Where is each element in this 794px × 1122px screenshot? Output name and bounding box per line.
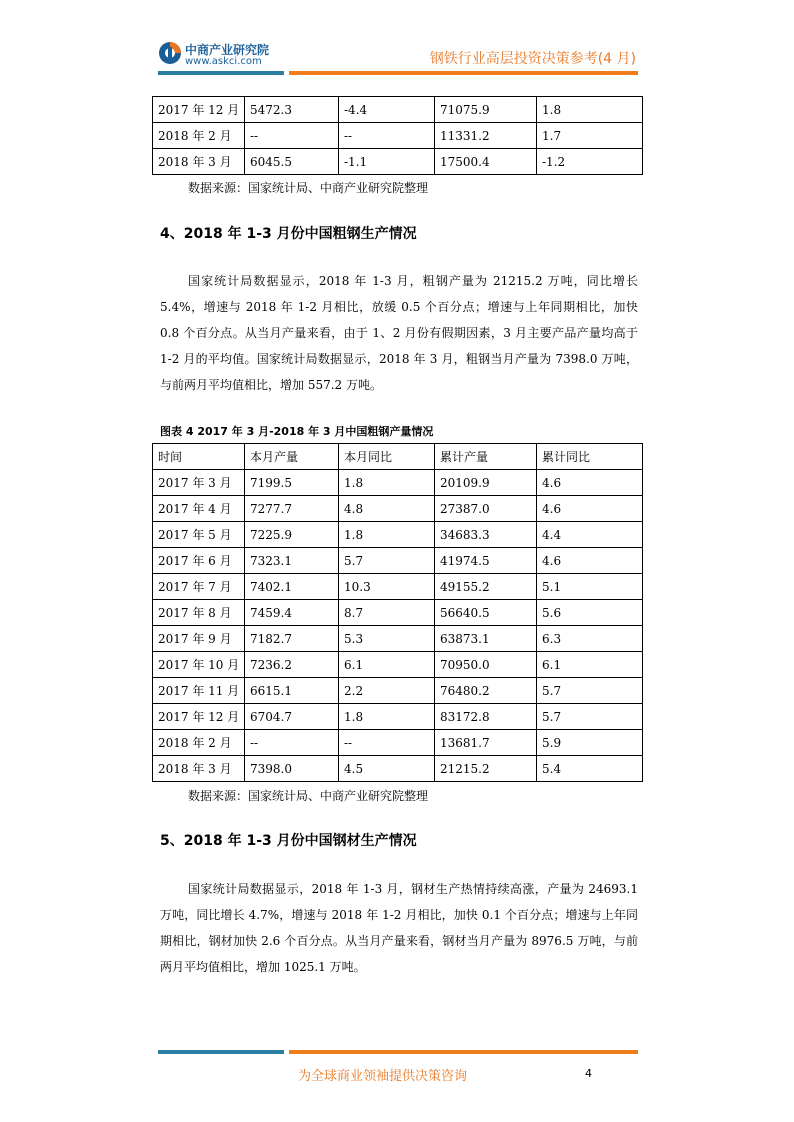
table-cell: 2.2 — [339, 678, 435, 704]
table-cell: 5.3 — [339, 626, 435, 652]
table-row — [153, 548, 643, 574]
table-row — [153, 522, 643, 548]
table-cell: 7225.9 — [245, 522, 339, 548]
table-cell: 76480.2 — [435, 678, 537, 704]
table-cell: 1.7 — [537, 123, 643, 149]
logo-mark-icon — [158, 41, 182, 65]
crude-steel-table — [152, 443, 643, 782]
table-cell: 6045.5 — [245, 149, 339, 175]
table-cell: 20109.9 — [435, 470, 537, 496]
table-cell: 1.8 — [537, 97, 643, 123]
table-cell: -- — [245, 123, 339, 149]
table-cell: 7236.2 — [245, 652, 339, 678]
table-row — [153, 496, 643, 522]
table-cell: 6.3 — [537, 626, 643, 652]
table-cell: 2018 年 2 月 — [153, 730, 245, 756]
table-header-cell: 累计同比 — [537, 444, 643, 470]
table-cell: 2017 年 5 月 — [153, 522, 245, 548]
data-source-note: 数据来源：国家统计局、中商产业研究院整理 — [188, 789, 429, 803]
table-cell: 71075.9 — [435, 97, 537, 123]
table-cell: -- — [339, 123, 435, 149]
table-cell: -- — [245, 730, 339, 756]
table-cell: 2017 年 4 月 — [153, 496, 245, 522]
data-source-note: 数据来源：国家统计局、中商产业研究院整理 — [188, 181, 429, 195]
table-cell: 2018 年 3 月 — [153, 756, 245, 782]
table-cell: 5472.3 — [245, 97, 339, 123]
table-cell: 7199.5 — [245, 470, 339, 496]
table-row — [153, 730, 643, 756]
table-cell: -- — [339, 730, 435, 756]
table-cell: 4.5 — [339, 756, 435, 782]
table-row — [153, 97, 643, 123]
header-divider-blue — [158, 71, 284, 75]
table-cell: 2017 年 10 月 — [153, 652, 245, 678]
footer-slogan: 为全球商业领袖提供决策咨询 — [298, 1069, 468, 1084]
table-cell: 5.7 — [339, 548, 435, 574]
table-cell: 63873.1 — [435, 626, 537, 652]
table-cell: 41974.5 — [435, 548, 537, 574]
table-header-row — [153, 444, 643, 470]
header-title: 钢铁行业高层投资决策参考(4 月) — [429, 51, 636, 67]
table-cell: 1.8 — [339, 522, 435, 548]
table-cell: 21215.2 — [435, 756, 537, 782]
table-row — [153, 470, 643, 496]
header-divider-orange — [289, 71, 638, 75]
table-cell: 4.8 — [339, 496, 435, 522]
table-cell: 5.7 — [537, 678, 643, 704]
table-cell: 5.4 — [537, 756, 643, 782]
table-cell: 2017 年 11 月 — [153, 678, 245, 704]
table-cell: 11331.2 — [435, 123, 537, 149]
table-cell: 2017 年 6 月 — [153, 548, 245, 574]
footer-divider-blue — [158, 1050, 284, 1054]
table-cell: 7459.4 — [245, 600, 339, 626]
table-cell: -4.4 — [339, 97, 435, 123]
table-header-cell: 时间 — [153, 444, 245, 470]
table-cell: 34683.3 — [435, 522, 537, 548]
table-cell: 2018 年 3 月 — [153, 149, 245, 175]
table-cell: 4.4 — [537, 522, 643, 548]
table-row — [153, 600, 643, 626]
section-5-paragraph: 国家统计局数据显示，2018 年 1-3 月，钢材生产热情持续高涨，产量为 24693.1 万吨，同比增长 4.7%，增速与 2018 年 1-2 月相比，加快 0.1 个百分点；增速与上年同期相比，钢材加快 2.6 个百分点。从当月产量来看，钢材当月产量为 8976.5 万吨，与前两月平均值相比，增加 1025.1 万吨。 — [160, 882, 638, 974]
table-header-cell: 累计产量 — [435, 444, 537, 470]
table-cell: 5.7 — [537, 704, 643, 730]
table-cell: 2017 年 9 月 — [153, 626, 245, 652]
table-row — [153, 678, 643, 704]
table-cell: 7182.7 — [245, 626, 339, 652]
table-cell: 49155.2 — [435, 574, 537, 600]
table-cell: 70950.0 — [435, 652, 537, 678]
section-heading-4: 4、2018 年 1-3 月份中国粗钢生产情况 — [160, 226, 417, 242]
table-cell: 17500.4 — [435, 149, 537, 175]
page-number: 4 — [585, 1067, 592, 1080]
table-cell: 1.8 — [339, 470, 435, 496]
table-cell: 2017 年 12 月 — [153, 704, 245, 730]
table-cell: 27387.0 — [435, 496, 537, 522]
table-cell: 5.1 — [537, 574, 643, 600]
table-continued — [152, 96, 643, 175]
table-cell: 6.1 — [339, 652, 435, 678]
table-cell: -1.1 — [339, 149, 435, 175]
section-heading-5: 5、2018 年 1-3 月份中国钢材生产情况 — [160, 833, 417, 849]
table-cell: 6704.7 — [245, 704, 339, 730]
table-cell: 7323.1 — [245, 548, 339, 574]
table-cell: 2018 年 2 月 — [153, 123, 245, 149]
table-cell: 10.3 — [339, 574, 435, 600]
table-row — [153, 574, 643, 600]
section-4-paragraph: 国家统计局数据显示，2018 年 1-3 月，粗钢产量为 21215.2 万吨，同比增长 5.4%，增速与 2018 年 1-2 月相比，放缓 0.5 个百分点；增速与上年同期相比，加快 0.8 个百分点。从当月产量来看，由于 1、2 月份有假期因素，3 月主要产品产量均高于 1-2 月的平均值。国家统计局数据显示，2018 年 3 月，粗钢当月产量为 7398.0 万吨，与前两月平均值相比，增加 557.2 万吨。 — [160, 274, 638, 392]
table-cell: 2017 年 12 月 — [153, 97, 245, 123]
table-cell: 13681.7 — [435, 730, 537, 756]
table-cell: 2017 年 7 月 — [153, 574, 245, 600]
table-cell: 5.6 — [537, 600, 643, 626]
table-cell: 4.6 — [537, 496, 643, 522]
table-row — [153, 626, 643, 652]
table-cell: 7402.1 — [245, 574, 339, 600]
logo-company-name: 中商产业研究院 — [185, 43, 270, 57]
table-cell: 5.9 — [537, 730, 643, 756]
table-row — [153, 652, 643, 678]
table-cell: 2017 年 8 月 — [153, 600, 245, 626]
logo-url: www.askci.com — [185, 56, 262, 67]
table-cell: 8.7 — [339, 600, 435, 626]
table-cell: 7277.7 — [245, 496, 339, 522]
table-cell: 4.6 — [537, 548, 643, 574]
table-cell: 4.6 — [537, 470, 643, 496]
table-cell: 2017 年 3 月 — [153, 470, 245, 496]
table-cell: 1.8 — [339, 704, 435, 730]
table-row — [153, 704, 643, 730]
table-header-cell: 本月产量 — [245, 444, 339, 470]
table-cell: 6.1 — [537, 652, 643, 678]
table-4-caption: 图表 4 2017 年 3 月-2018 年 3 月中国粗钢产量情况 — [160, 425, 434, 438]
table-cell: 83172.8 — [435, 704, 537, 730]
table-header-cell: 本月同比 — [339, 444, 435, 470]
table-cell: 56640.5 — [435, 600, 537, 626]
table-row — [153, 756, 643, 782]
table-cell: 6615.1 — [245, 678, 339, 704]
table-row — [153, 123, 643, 149]
table-cell: 7398.0 — [245, 756, 339, 782]
table-cell: -1.2 — [537, 149, 643, 175]
footer-divider-orange — [289, 1050, 638, 1054]
table-row — [153, 149, 643, 175]
